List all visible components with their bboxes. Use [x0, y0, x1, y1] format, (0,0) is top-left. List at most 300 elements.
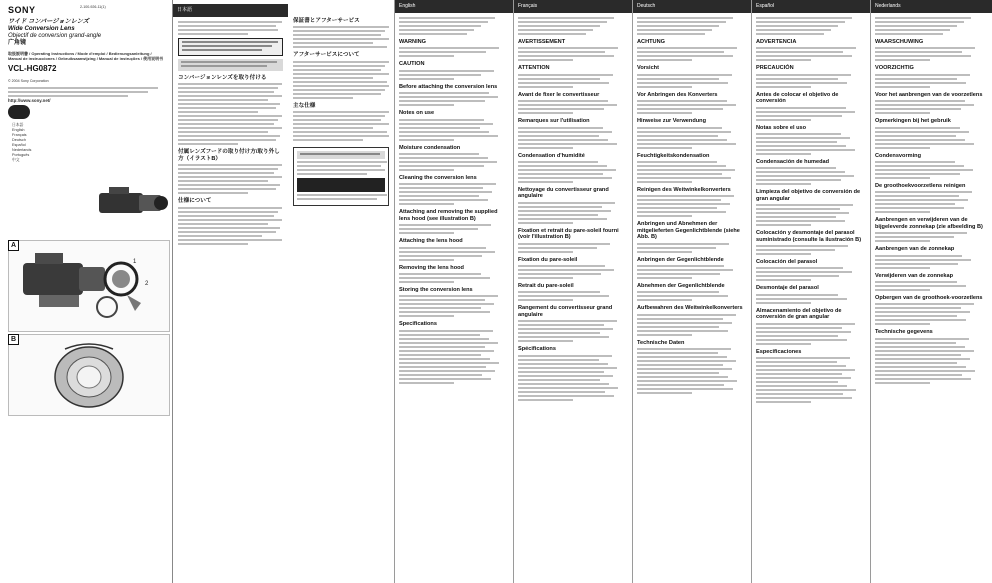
text-line	[399, 139, 454, 141]
text-line	[637, 243, 729, 245]
text-line	[637, 314, 736, 316]
text-line	[875, 131, 969, 133]
text-line	[637, 368, 732, 370]
text-line	[756, 393, 843, 395]
text-line	[875, 82, 966, 84]
text-line	[399, 228, 478, 230]
section-heading: Vor Anbringen des Konverters	[637, 91, 718, 98]
text-line	[518, 328, 613, 330]
section-heading: ADVERTENCIA	[756, 39, 797, 45]
jp-heading-service: アフターサービスについて	[293, 52, 360, 59]
text-line	[637, 360, 736, 362]
text-line	[875, 147, 930, 149]
text-line	[875, 303, 974, 305]
text-line	[399, 135, 498, 137]
text-line	[875, 51, 962, 53]
text-line	[518, 299, 573, 301]
text-line	[518, 100, 608, 102]
text-line	[756, 369, 855, 371]
text-line	[756, 153, 811, 155]
model-number: VCL-HG0872	[8, 63, 57, 73]
text-line	[756, 249, 835, 251]
text-line	[875, 161, 955, 163]
text-line	[875, 207, 964, 209]
section-heading: Aanbrengen van de zonnekap	[875, 246, 955, 253]
text-line	[756, 224, 811, 226]
text-line	[637, 207, 717, 209]
text-line	[756, 175, 854, 177]
text-line	[399, 378, 491, 380]
svg-text:2: 2	[145, 281, 149, 287]
section-heading: Before attaching the conversion lens	[399, 83, 498, 90]
text-line	[637, 177, 731, 179]
jp-text-attach	[178, 83, 283, 145]
text-line	[518, 247, 597, 249]
language-item: Español	[12, 143, 26, 148]
section-heading: Aufbewahren des Weitwinkelkonverters	[637, 305, 743, 312]
section-heading: Antes de colocar el objetivo de conversión	[756, 91, 839, 105]
text-line	[756, 208, 840, 210]
section-heading: Avant de fixer le convertisseur	[518, 91, 600, 98]
text-line	[875, 143, 974, 145]
text-line	[875, 74, 970, 76]
language-tab: Nederlands	[871, 0, 992, 13]
text-line	[756, 51, 843, 53]
brand-logo: SONY	[8, 5, 36, 15]
language-column	[513, 0, 632, 583]
section-heading: WARNING	[399, 39, 427, 45]
section-heading: WAARSCHUWING	[875, 39, 924, 45]
text-line	[399, 311, 490, 313]
text-line	[518, 127, 603, 129]
text-line	[399, 224, 491, 226]
text-line	[875, 307, 961, 309]
text-line	[518, 214, 598, 216]
language-item: Deutsch	[12, 138, 26, 143]
text-line	[875, 289, 930, 291]
section-heading: VOORZICHTIG	[875, 65, 914, 72]
text-line	[875, 169, 973, 171]
text-line	[637, 51, 724, 53]
text-line	[637, 356, 727, 358]
language-tab: Deutsch	[633, 0, 751, 13]
language-tab: Español	[752, 0, 870, 13]
section-heading: Colocación y desmontaje del parasol suministrado (consulte la ilustración B)	[756, 230, 862, 243]
text-line	[399, 51, 486, 53]
text-line	[756, 216, 836, 218]
jp-heading-attach: コンバージョンレンズを取り付ける	[178, 75, 267, 81]
text-line	[875, 358, 970, 360]
text-line	[518, 181, 573, 183]
text-line	[756, 183, 811, 185]
text-line	[756, 115, 842, 117]
text-line	[399, 315, 454, 317]
text-line	[518, 355, 612, 357]
text-line	[875, 78, 957, 80]
text-line	[518, 206, 602, 208]
text-line	[756, 179, 841, 181]
text-line	[756, 361, 837, 363]
text-line	[399, 354, 481, 356]
jp-heading-main-specs: 主な仕様	[293, 102, 316, 109]
text-line	[399, 346, 485, 348]
text-line	[399, 119, 484, 121]
text-line	[637, 273, 720, 275]
text-line	[756, 302, 811, 304]
text-line	[399, 338, 489, 340]
text-line	[875, 195, 959, 197]
text-line	[518, 332, 600, 334]
text-line	[637, 55, 733, 57]
text-line	[637, 108, 723, 110]
text-line	[637, 330, 728, 332]
text-line	[637, 195, 734, 197]
text-line	[518, 391, 605, 393]
text-line	[756, 119, 811, 121]
text-line	[399, 370, 495, 372]
eco-logo	[8, 105, 30, 119]
text-line	[875, 255, 962, 257]
text-line	[518, 165, 607, 167]
text-line	[637, 100, 727, 102]
text-line	[637, 199, 721, 201]
text-line	[637, 181, 692, 183]
text-line	[637, 86, 692, 88]
section-heading: Opbergen van de groothoek-voorzetlens	[875, 295, 983, 302]
section-heading: Aanbrengen en verwijderen van de bijgeleverde zonnekap (zie afbeelding B)	[875, 217, 983, 230]
text-line	[518, 359, 599, 361]
text-line	[637, 139, 727, 141]
text-line	[756, 343, 811, 345]
attach-lens-drawing	[9, 241, 169, 331]
text-line	[637, 78, 719, 80]
text-line	[756, 365, 846, 367]
section-heading: Specifications	[399, 321, 437, 328]
jp-heading-warranty: 保証書とアフターサービス	[293, 18, 360, 24]
text-line	[756, 279, 811, 281]
text-line	[637, 372, 719, 374]
svg-text:1: 1	[133, 259, 137, 265]
text-line	[518, 47, 618, 49]
section-heading: Feuchtigkeitskondensation	[637, 152, 710, 159]
text-line	[875, 177, 930, 179]
text-line	[756, 145, 846, 147]
language-tab: Français	[514, 0, 632, 13]
text-line	[399, 74, 481, 76]
text-line	[875, 338, 969, 340]
text-line	[399, 165, 484, 167]
camera-icon	[89, 183, 169, 221]
text-line	[518, 131, 612, 133]
jp-heading-hood: 付属レンズフードの取り付け方/取り外し方（イラストB）	[178, 149, 280, 162]
text-line	[875, 285, 966, 287]
section-heading: Limpieza del objetivo de conversión de gran angular	[756, 189, 861, 202]
text-line	[518, 222, 573, 224]
text-line	[875, 374, 962, 376]
text-line	[399, 100, 485, 102]
text-line	[518, 265, 605, 267]
text-line	[756, 357, 850, 359]
text-line	[518, 399, 573, 401]
text-line	[756, 149, 855, 151]
language-tab: English	[395, 0, 513, 13]
text-line	[875, 281, 957, 283]
text-line	[756, 111, 855, 113]
text-line	[756, 212, 849, 214]
text-line	[875, 139, 965, 141]
text-line	[875, 319, 966, 321]
text-line	[518, 218, 607, 220]
instructions-line: 取扱説明書 / Operating Instructions / Mode d'emploi / Bedienungsanleitung / Manual de instrucciones / Gebruiksaanwijzing / Manual de instruções / 使用说明书	[8, 50, 164, 61]
text-line	[756, 275, 839, 277]
text-line	[637, 334, 692, 336]
jp-intro	[178, 21, 283, 35]
text-line	[399, 303, 494, 305]
text-line	[875, 211, 930, 213]
language-item: English	[12, 128, 25, 133]
text-line	[875, 59, 930, 61]
text-line	[518, 269, 614, 271]
section-heading: Verwijderen van de zonnekap	[875, 272, 954, 279]
section-heading: Fixation du pare-soleil	[518, 256, 578, 263]
japanese-column-1	[172, 0, 288, 583]
text-line	[518, 55, 614, 57]
text-line	[637, 251, 692, 253]
section-heading: Condensvorming	[875, 152, 921, 159]
text-line	[875, 362, 957, 364]
language-list	[12, 123, 166, 163]
text-line	[756, 107, 846, 109]
text-line	[637, 112, 692, 114]
text-line	[875, 240, 930, 242]
text-line	[637, 247, 716, 249]
text-line	[518, 340, 573, 342]
section-heading: Condensation d'humidité	[518, 152, 585, 159]
text-line	[518, 277, 573, 279]
text-line	[399, 374, 482, 376]
text-line	[637, 135, 718, 137]
text-line	[637, 165, 726, 167]
text-line	[875, 342, 956, 344]
text-line	[637, 161, 717, 163]
section-heading: Removing the lens hood	[399, 264, 464, 271]
text-line	[399, 358, 490, 360]
text-line	[399, 70, 494, 72]
text-line	[637, 147, 692, 149]
text-line	[399, 255, 482, 257]
text-line	[518, 59, 573, 61]
text-line	[875, 315, 957, 317]
text-line	[518, 104, 617, 106]
text-line	[399, 203, 454, 205]
text-line	[637, 291, 719, 293]
section-heading: Fixation et retrait du pare-soleil fourni (voir l'illustration B)	[518, 227, 619, 241]
website-url: http://www.sony.net/	[8, 98, 51, 104]
text-line	[637, 169, 735, 171]
text-line	[399, 104, 454, 106]
section-heading: Abnehmen der Gegenlichtblende	[637, 283, 725, 290]
caution-box	[178, 59, 283, 71]
text-line	[399, 195, 479, 197]
language-column	[870, 0, 992, 583]
text-line	[756, 171, 845, 173]
text-line	[637, 380, 737, 382]
text-line	[875, 173, 960, 175]
text-line	[637, 47, 737, 49]
figure-label-b: B	[8, 334, 19, 345]
text-line	[875, 47, 975, 49]
section-heading: Notas sobre el uso	[756, 124, 807, 131]
text-line	[875, 263, 958, 265]
text-line	[637, 131, 731, 133]
section-heading: Nettoyage du convertisseur grand angulaire	[518, 187, 609, 200]
text-line	[756, 339, 847, 341]
text-line	[518, 135, 599, 137]
section-heading: Condensación de humedad	[756, 159, 830, 166]
text-line	[399, 307, 481, 309]
language-item: 日本語	[12, 123, 24, 128]
section-heading: Notes on use	[399, 110, 435, 117]
section-heading: Anbringen der Gegenlichtblende	[637, 256, 724, 263]
text-line	[399, 362, 499, 364]
text-line	[399, 157, 488, 159]
text-line	[399, 251, 495, 253]
language-column	[751, 0, 870, 583]
section-heading: Remarques sur l'utilisation	[518, 118, 590, 125]
text-line	[637, 295, 728, 297]
text-line	[637, 277, 692, 279]
text-line	[875, 112, 930, 114]
text-line	[399, 191, 492, 193]
jp-text-hood	[178, 164, 283, 194]
text-line	[518, 143, 617, 145]
text-line	[399, 187, 483, 189]
text-line	[399, 342, 498, 344]
section-heading: Anbringen und Abnehmen der mitgelieferten Gegenlichtblende (siehe Abb. B)	[637, 221, 740, 241]
text-line	[399, 169, 454, 171]
text-line	[637, 352, 718, 354]
section-heading: Cleaning the conversion lens	[399, 175, 477, 182]
section-heading: Spécifications	[518, 346, 556, 353]
text-line	[875, 55, 971, 57]
text-line	[756, 401, 811, 403]
cover-text-block	[8, 87, 166, 97]
text-line	[875, 366, 966, 368]
text-line	[399, 183, 496, 185]
text-line	[518, 387, 618, 389]
text-line	[518, 273, 601, 275]
section-heading: Attaching and removing the supplied lens hood (see illustration B)	[399, 209, 498, 222]
text-line	[399, 161, 497, 163]
figure-label-a: A	[8, 240, 19, 251]
text-line	[875, 127, 960, 129]
title-english: Wide Conversion Lens	[8, 25, 75, 33]
language-column	[632, 0, 751, 583]
text-line	[399, 350, 494, 352]
text-line	[875, 191, 972, 193]
text-line	[518, 375, 613, 377]
text-line	[518, 210, 611, 212]
text-line	[756, 82, 847, 84]
text-line	[637, 74, 732, 76]
section-heading: Vorsicht	[637, 65, 659, 72]
section-heading: Voor het aanbrengen van de voorzetlens	[875, 91, 983, 98]
text-line	[518, 139, 608, 141]
section-heading: Retrait du pare-soleil	[518, 283, 574, 290]
text-line	[399, 78, 454, 80]
text-line	[399, 330, 493, 332]
text-line	[399, 47, 499, 49]
text-line	[756, 267, 843, 269]
text-line	[399, 127, 480, 129]
text-line	[637, 215, 692, 217]
section-heading: Hinweise zur Verwendung	[637, 118, 707, 125]
text-line	[875, 370, 975, 372]
text-line	[875, 267, 930, 269]
text-line	[875, 108, 961, 110]
section-heading: Colocación del parasol	[756, 259, 818, 266]
section-heading: De groothoekvoorzetlens reinigen	[875, 183, 966, 190]
jp-text-specs	[178, 207, 283, 245]
text-line	[399, 281, 454, 283]
text-line	[756, 204, 853, 206]
text-line	[756, 327, 842, 329]
text-line	[399, 232, 454, 234]
section-heading: Reinigen des Weitwinkelkonverters	[637, 187, 731, 194]
text-line	[756, 381, 838, 383]
text-line	[756, 397, 852, 399]
text-line	[518, 112, 573, 114]
copyright: © 2004 Sony Corporation	[8, 78, 49, 83]
text-line	[399, 96, 498, 98]
text-line	[518, 367, 617, 369]
section-heading: Opmerkingen bij het gebruik	[875, 118, 951, 125]
text-line	[875, 378, 971, 380]
text-line	[875, 100, 965, 102]
section-heading: Desmontaje del parasol	[756, 285, 819, 292]
cover-column	[0, 0, 172, 583]
text-line	[875, 346, 965, 348]
text-line	[518, 202, 615, 204]
text-line	[756, 245, 848, 247]
section-heading: ACHTUNG	[637, 39, 665, 45]
text-line	[637, 376, 728, 378]
text-line	[399, 299, 485, 301]
text-line	[756, 323, 855, 325]
text-line	[756, 74, 851, 76]
text-line	[756, 385, 847, 387]
text-line	[756, 55, 852, 57]
text-line	[756, 137, 850, 139]
product-code: 2-100-926-11(1)	[80, 5, 106, 9]
text-line	[875, 203, 955, 205]
language-item: Français	[12, 133, 27, 138]
section-heading: ATTENTION	[518, 65, 550, 72]
text-line	[756, 86, 811, 88]
text-line	[518, 383, 609, 385]
service-contact-box	[293, 147, 389, 206]
text-line	[399, 55, 454, 57]
text-line	[518, 320, 617, 322]
text-line	[399, 273, 481, 275]
text-line	[399, 153, 479, 155]
section-heading: Technische gegevens	[875, 329, 933, 336]
text-line	[399, 334, 480, 336]
text-line	[399, 131, 489, 133]
text-line	[875, 165, 964, 167]
section-heading: AVERTISSEMENT	[518, 39, 566, 45]
text-line	[756, 271, 852, 273]
